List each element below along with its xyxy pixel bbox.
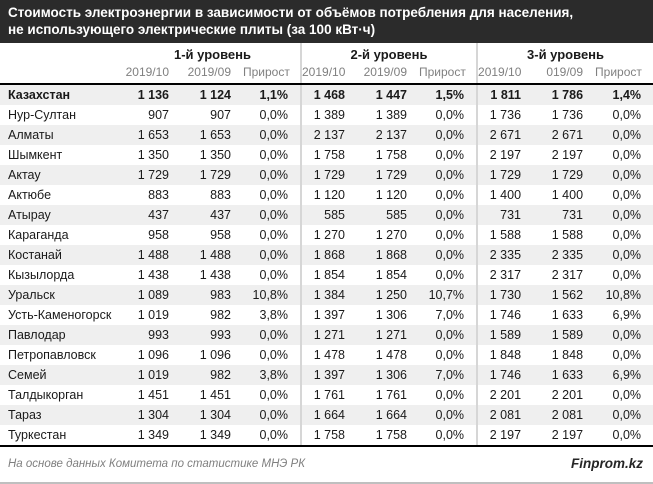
growth-cell: 0,0%: [435, 128, 465, 142]
region-name: Петропавловск: [8, 348, 96, 362]
growth-cell: 0,0%: [435, 188, 465, 202]
price-cell: 2 335: [551, 248, 584, 262]
growth-cell: 0,0%: [435, 388, 465, 402]
price-cell: 993: [148, 328, 169, 342]
region-name: Казахстан: [8, 88, 71, 102]
price-cell: 1 729: [137, 168, 169, 182]
growth-cell: 0,0%: [259, 208, 288, 222]
price-cell: 1 488: [137, 248, 169, 262]
price-cell: 1 468: [301, 84, 357, 105]
period-header: 019/09: [533, 63, 595, 84]
table-row: [0, 205, 653, 225]
title-line-2: не использующего электрические плиты (за 100 кВт·ч): [8, 22, 376, 37]
region-name: Уральск: [8, 288, 55, 302]
table-header: [0, 43, 653, 84]
table-row: [0, 325, 653, 345]
price-cell: 1 848: [551, 348, 584, 362]
region-name: Нур-Султан: [8, 108, 76, 122]
price-cell: 1 120: [375, 188, 407, 202]
region-name: Кызылорда: [8, 268, 75, 282]
price-cell: 1 349: [181, 425, 243, 446]
price-cell: 983: [210, 288, 231, 302]
growth-cell: 0,0%: [435, 228, 465, 242]
price-cell: 1 447: [375, 88, 407, 102]
price-cell: 585: [386, 208, 407, 222]
price-cell: 1 488: [199, 248, 231, 262]
price-cell: 1 758: [301, 425, 357, 446]
price-cell: 1 729: [199, 168, 231, 182]
price-cell: 907: [210, 108, 231, 122]
growth-cell: 0,0%: [259, 268, 288, 282]
growth-cell: 0,0%: [259, 128, 288, 142]
price-cell: 2 197: [551, 148, 584, 162]
source-note: На основе данных Комитета по статистике МНЭ РК: [8, 457, 306, 470]
price-cell: 2 671: [551, 128, 584, 142]
price-cell: 731: [562, 208, 584, 222]
price-cell: 1 588: [551, 228, 584, 242]
price-cell: 1 478: [375, 348, 407, 362]
price-cell: 2 335: [477, 245, 533, 265]
period-header: Прирост: [595, 63, 653, 84]
price-cell: 1 729: [477, 165, 533, 185]
growth-cell: 0,0%: [612, 228, 642, 242]
table-row: [0, 305, 653, 325]
price-cell: 1 854: [301, 265, 357, 285]
growth-cell: 0,0%: [435, 108, 465, 122]
period-header: 2019/09: [357, 63, 419, 84]
growth-cell: 3,8%: [259, 308, 288, 322]
growth-cell: 0,0%: [419, 425, 477, 446]
price-cell: 2 081: [551, 408, 584, 422]
price-cell: 1 811: [477, 84, 533, 105]
price-cell: 1 736: [551, 108, 584, 122]
growth-cell: 0,0%: [612, 348, 642, 362]
growth-cell: 0,0%: [259, 408, 288, 422]
growth-cell: 0,0%: [612, 128, 642, 142]
price-cell: 1 306: [375, 308, 407, 322]
growth-cell: 0,0%: [259, 328, 288, 342]
price-cell: 1 350: [137, 148, 169, 162]
growth-cell: 0,0%: [595, 425, 653, 446]
price-cell: 1 729: [551, 168, 584, 182]
region-name: Алматы: [8, 128, 54, 142]
growth-cell: 0,0%: [612, 248, 642, 262]
table-row: [0, 145, 653, 165]
price-cell: 1 304: [199, 408, 231, 422]
price-cell: 1 868: [375, 248, 407, 262]
price-cell: 2 197: [477, 145, 533, 165]
growth-cell: 3,8%: [259, 368, 288, 382]
growth-cell: 0,0%: [259, 388, 288, 402]
growth-cell: 0,0%: [612, 188, 642, 202]
table-row: [0, 125, 653, 145]
growth-cell: 0,0%: [612, 328, 642, 342]
region-name: Актюбе: [8, 188, 52, 202]
growth-cell: 10,8%: [252, 288, 288, 302]
price-cell: 2 197: [477, 425, 533, 446]
growth-cell: 0,0%: [612, 408, 642, 422]
price-cell: 2 201: [477, 385, 533, 405]
footer: [0, 447, 653, 482]
price-cell: 1 451: [137, 388, 169, 402]
growth-cell: 0,0%: [259, 228, 288, 242]
region-name: Усть-Каменогорск: [8, 308, 112, 322]
period-header: 2019/09: [181, 63, 243, 84]
growth-cell: 0,0%: [612, 268, 642, 282]
price-cell: 1 562: [551, 288, 584, 302]
growth-cell: 0,0%: [259, 348, 288, 362]
growth-cell: 0,0%: [612, 148, 642, 162]
brand-logo: Finprom.kz: [570, 456, 643, 471]
growth-cell: 7,0%: [435, 368, 465, 382]
region-name: Павлодар: [8, 328, 66, 342]
price-cell: 2 137: [375, 128, 407, 142]
region-name: Атырау: [8, 208, 51, 222]
table-row: [0, 105, 653, 125]
growth-cell: 1,4%: [612, 88, 642, 102]
price-cell: 2 317: [477, 265, 533, 285]
growth-cell: 0,0%: [259, 188, 288, 202]
price-cell: 1 136: [137, 88, 169, 102]
growth-cell: 0,0%: [259, 108, 288, 122]
growth-cell: 0,0%: [435, 408, 465, 422]
region-name: Актау: [8, 168, 41, 182]
price-cell: 1 589: [551, 328, 584, 342]
table-body: [0, 84, 653, 446]
growth-cell: 6,9%: [612, 368, 642, 382]
price-cell: 1 271: [375, 328, 407, 342]
level-3-header: 3-й уровень: [477, 43, 653, 63]
price-cell: 2 317: [551, 268, 584, 282]
period-header: 2019/10: [301, 63, 357, 84]
table-row: [0, 425, 653, 446]
title-line-1: Стоимость электроэнергии в зависимости от объёмов потребления для населения,: [8, 5, 574, 20]
title-bar: [0, 0, 653, 43]
price-cell: 883: [148, 188, 169, 202]
price-cell: 1 270: [301, 225, 357, 245]
price-cell: 1 664: [375, 408, 407, 422]
growth-cell: 0,0%: [259, 168, 288, 182]
price-cell: 1 761: [301, 385, 357, 405]
price-cell: 1 729: [301, 165, 357, 185]
price-cell: 1 304: [137, 408, 169, 422]
price-cell: 1 397: [301, 365, 357, 385]
price-cell: 437: [210, 208, 231, 222]
region-name: Шымкент: [8, 148, 63, 162]
table-row: [0, 185, 653, 205]
growth-cell: 0,0%: [612, 208, 642, 222]
price-cell: 1 588: [477, 225, 533, 245]
region-name: Тараз: [8, 408, 42, 422]
price-cell: 1 389: [375, 108, 407, 122]
price-cell: 1 270: [375, 228, 407, 242]
price-cell: 883: [210, 188, 231, 202]
growth-cell: 0,0%: [612, 388, 642, 402]
price-cell: 2 197: [533, 425, 595, 446]
table-row: [0, 365, 653, 385]
price-cell: 1 868: [301, 245, 357, 265]
price-cell: 993: [210, 328, 231, 342]
region-name: Туркестан: [0, 425, 125, 446]
price-cell: 1 019: [137, 368, 169, 382]
growth-cell: 0,0%: [243, 425, 301, 446]
price-cell: 2 081: [477, 405, 533, 425]
period-header: 2019/10: [477, 63, 533, 84]
price-cell: 2 137: [301, 125, 357, 145]
growth-cell: 10,8%: [605, 288, 642, 302]
price-cell: 1 124: [199, 88, 231, 102]
growth-cell: 6,9%: [612, 308, 642, 322]
price-cell: 1 306: [375, 368, 407, 382]
price-cell: 1 786: [551, 88, 584, 102]
price-cell: 1 120: [301, 185, 357, 205]
table-row: [0, 165, 653, 185]
price-cell: 1 653: [199, 128, 231, 142]
price-cell: 1 096: [137, 348, 169, 362]
price-cell: 1 589: [477, 325, 533, 345]
price-cell: 1 761: [375, 388, 407, 402]
price-cell: 585: [301, 205, 357, 225]
price-cell: 958: [148, 228, 169, 242]
price-cell: 1 854: [375, 268, 407, 282]
growth-cell: 0,0%: [435, 268, 465, 282]
growth-cell: 1,1%: [259, 88, 288, 102]
price-cell: 2 671: [477, 125, 533, 145]
table-row: [0, 265, 653, 285]
price-cell: 982: [210, 368, 231, 382]
period-header-empty: [0, 63, 125, 84]
growth-cell: 0,0%: [435, 248, 465, 262]
price-cell: 1 730: [477, 285, 533, 305]
region-name: Талдыкорган: [8, 388, 84, 402]
price-cell: 1 746: [477, 305, 533, 325]
level-1-header: 1-й уровень: [174, 47, 251, 62]
growth-cell: 0,0%: [435, 348, 465, 362]
price-cell: 982: [210, 308, 231, 322]
price-cell: 1 397: [301, 305, 357, 325]
price-cell: 1 451: [199, 388, 231, 402]
price-cell: 1 633: [551, 308, 584, 322]
region-name: Караганда: [8, 228, 69, 242]
table-row: [0, 225, 653, 245]
growth-cell: 0,0%: [435, 168, 465, 182]
price-cell: 437: [148, 208, 169, 222]
period-header-row: [0, 63, 653, 84]
price-cell: 1 478: [301, 345, 357, 365]
region-name: Костанай: [8, 248, 62, 262]
growth-cell: 0,0%: [612, 168, 642, 182]
growth-cell: 10,7%: [428, 288, 465, 302]
price-table: [0, 43, 653, 447]
table-row: [0, 385, 653, 405]
period-header: Прирост: [419, 63, 477, 84]
table-row: [0, 245, 653, 265]
price-cell: 1 758: [375, 148, 407, 162]
period-header: 2019/10: [125, 63, 181, 84]
price-cell: 907: [148, 108, 169, 122]
price-cell: 1 736: [477, 105, 533, 125]
price-cell: 1 250: [375, 288, 407, 302]
growth-cell: 1,5%: [435, 88, 465, 102]
price-cell: 1 848: [477, 345, 533, 365]
region-name: Семей: [8, 368, 47, 382]
price-cell: 2 201: [551, 388, 584, 402]
price-cell: 1 653: [137, 128, 169, 142]
table-row: [0, 285, 653, 305]
price-cell: 1 400: [477, 185, 533, 205]
price-cell: 1 096: [199, 348, 231, 362]
growth-cell: 0,0%: [435, 208, 465, 222]
period-header: Прирост: [243, 63, 301, 84]
price-cell: 731: [477, 205, 533, 225]
price-cell: 1 389: [301, 105, 357, 125]
price-cell: 1 384: [301, 285, 357, 305]
price-cell: 958: [210, 228, 231, 242]
growth-cell: 0,0%: [435, 328, 465, 342]
price-cell: 1 758: [357, 425, 419, 446]
region-column-header: [0, 43, 125, 63]
price-cell: 1 438: [137, 268, 169, 282]
price-cell: 1 400: [551, 188, 584, 202]
price-cell: 1 089: [137, 288, 169, 302]
price-cell: 1 664: [301, 405, 357, 425]
growth-cell: 0,0%: [435, 148, 465, 162]
price-cell: 1 746: [477, 365, 533, 385]
growth-cell: 0,0%: [259, 148, 288, 162]
growth-cell: 7,0%: [435, 308, 465, 322]
table-row: [0, 405, 653, 425]
price-cell: 1 271: [301, 325, 357, 345]
price-cell: 1 729: [375, 168, 407, 182]
price-cell: 1 633: [551, 368, 584, 382]
price-cell: 1 438: [199, 268, 231, 282]
table-row: [0, 345, 653, 365]
price-cell: 1 349: [125, 425, 181, 446]
level-group-row: [0, 43, 653, 63]
price-cell: 1 019: [137, 308, 169, 322]
growth-cell: 0,0%: [612, 108, 642, 122]
price-cell: 1 350: [199, 148, 231, 162]
level-2-header: 2-й уровень: [301, 43, 477, 63]
price-cell: 1 758: [301, 145, 357, 165]
growth-cell: 0,0%: [259, 248, 288, 262]
table-row: [0, 84, 653, 105]
